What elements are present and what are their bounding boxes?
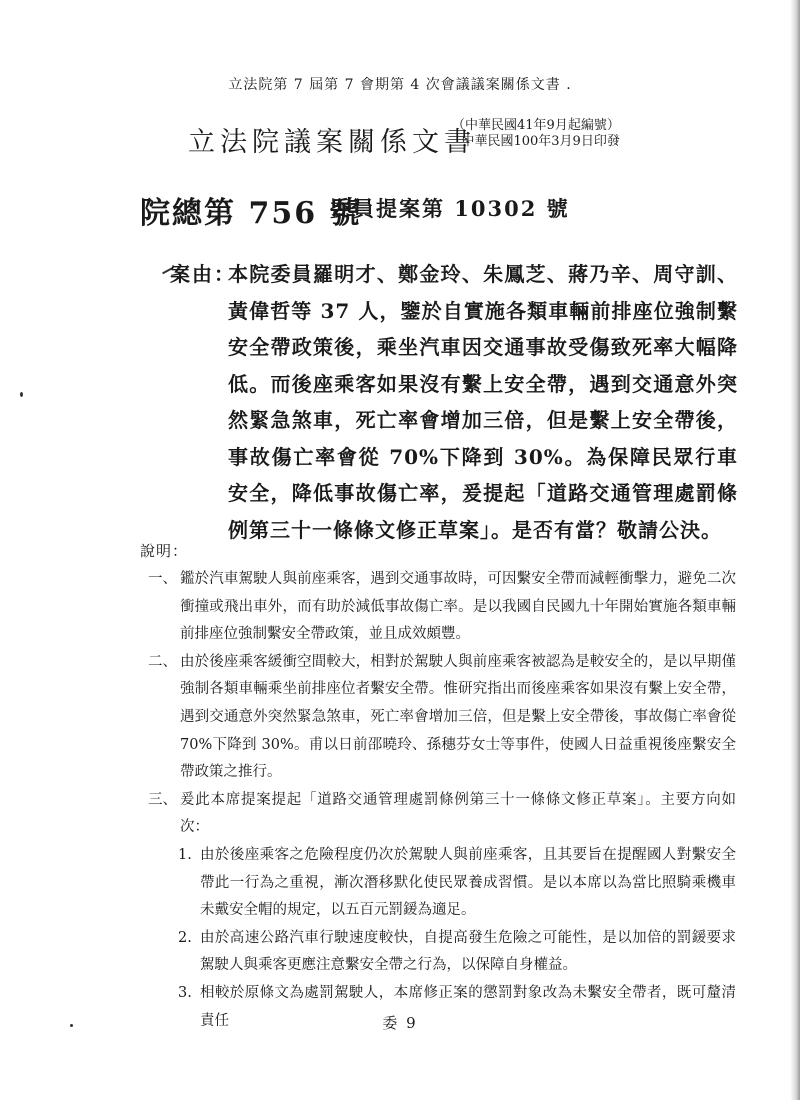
explanation-item (148, 566, 736, 649)
case-summary (228, 256, 738, 548)
explanation-subitem (148, 925, 736, 980)
item-text: 鑑於汽車駕駛人與前座乘客，遇到交通事故時，可因繫安全帶而減輕衝擊力，避免二次衝撞或飛出車外，而有助於減低事故傷亡率。是以我國自民國九十年開始實施各類車輛前排座位強制繫安全帶政策，並且成效頗豐。 (180, 571, 736, 643)
item-number: 三、 (148, 791, 177, 808)
subitem-number: 1. (178, 846, 192, 863)
case-text: 本院委員羅明才、鄭金玲、朱鳳芝、蔣乃辛、周守訓、黃偉哲等 37 人，鑒於自實施各類車輛前排座位強制繫安全帶政策後，乘坐汽車因交通事故受傷致死率大幅降低。而後座乘客如果沒有繫上安全帶，遇到交通意外突然緊急煞車，死亡率會增加三倍，但是繫上安全帶後，事故傷亡率會從 70%下降到 30%。為保障民眾行車安全，降低事故傷亡率，爰提起「道路交通管理處罰條例第三十一條條文修正草案」。是否有當？敬請公決。 (228, 262, 738, 542)
scan-shadow-edge (790, 0, 800, 1100)
scan-speck (70, 1024, 73, 1027)
subitem-text: 相較於原條文為處罰駕駛人，本席修正案的懲罰對象改為未繫安全帶者，既可釐清責任 (200, 984, 736, 1029)
subitem-number: 3. (178, 984, 192, 1001)
explanation-item (148, 649, 736, 787)
subitem-text: 由於後座乘客之危險程度仍次於駕駛人與前座乘客，且其要旨在提醒國人對繫安全帶此一行為之重視，漸次潛移默化使民眾養成習慣。是以本席以為當比照騎乘機車未戴安全帽的規定，以五百元罰鍰為適足。 (200, 846, 736, 919)
explanation-label: 說明： (140, 542, 189, 560)
explanation-list (148, 566, 736, 1035)
running-header: 立法院第 7 屆第 7 會期第 4 次會議議案關係文書 . (228, 77, 572, 93)
subitem-text: 由於高速公路汽車行駛速度較快，自提高發生危險之可能性，是以加倍的罰鍰要求駕駛人與乘客更應注意繫安全帶之行為，以保障自身權益。 (200, 929, 736, 974)
item-number: 二、 (148, 653, 177, 670)
scan-speck (20, 392, 23, 397)
document-title: 立法院議案關係文書 (188, 127, 476, 158)
issue-dates (452, 118, 620, 150)
numbering-note: （中華民國41年9月起編號） (452, 118, 620, 133)
item-number: 一、 (148, 571, 177, 587)
case-label: 案由： (170, 262, 236, 286)
subitem-number: 2. (178, 929, 192, 946)
explanation-subitem (148, 842, 736, 925)
page-number: 委 9 (382, 1014, 418, 1032)
explanation-item (148, 787, 736, 842)
document-number: 院總第 756 號 (140, 196, 362, 231)
item-text: 爰此本席提案提起「道路交通管理處罰條例第三十一條條文修正草案」。主要方向如次： (180, 791, 736, 836)
item-text: 由於後座乘客緩衝空間較大，相對於駕駛人與前座乘客被認為是較安全的，是以早期僅強制各類車輛乘坐前排座位者繫安全帶。惟研究指出而後座乘客如果沒有繫上安全帶，遇到交通意外突然緊急煞車，死亡率會增加三倍，但是繫上安全帶後，事故傷亡率會從 70%下降到 30%。甫以日前邵曉玲、孫穗芬女士等事件，使國人日益重視後座繫安全帶政策之推行。 (180, 653, 736, 781)
print-date: 中華民國100年3月9日印發 (461, 134, 620, 149)
proposal-number: 委員提案第 10302 號 (330, 196, 570, 221)
